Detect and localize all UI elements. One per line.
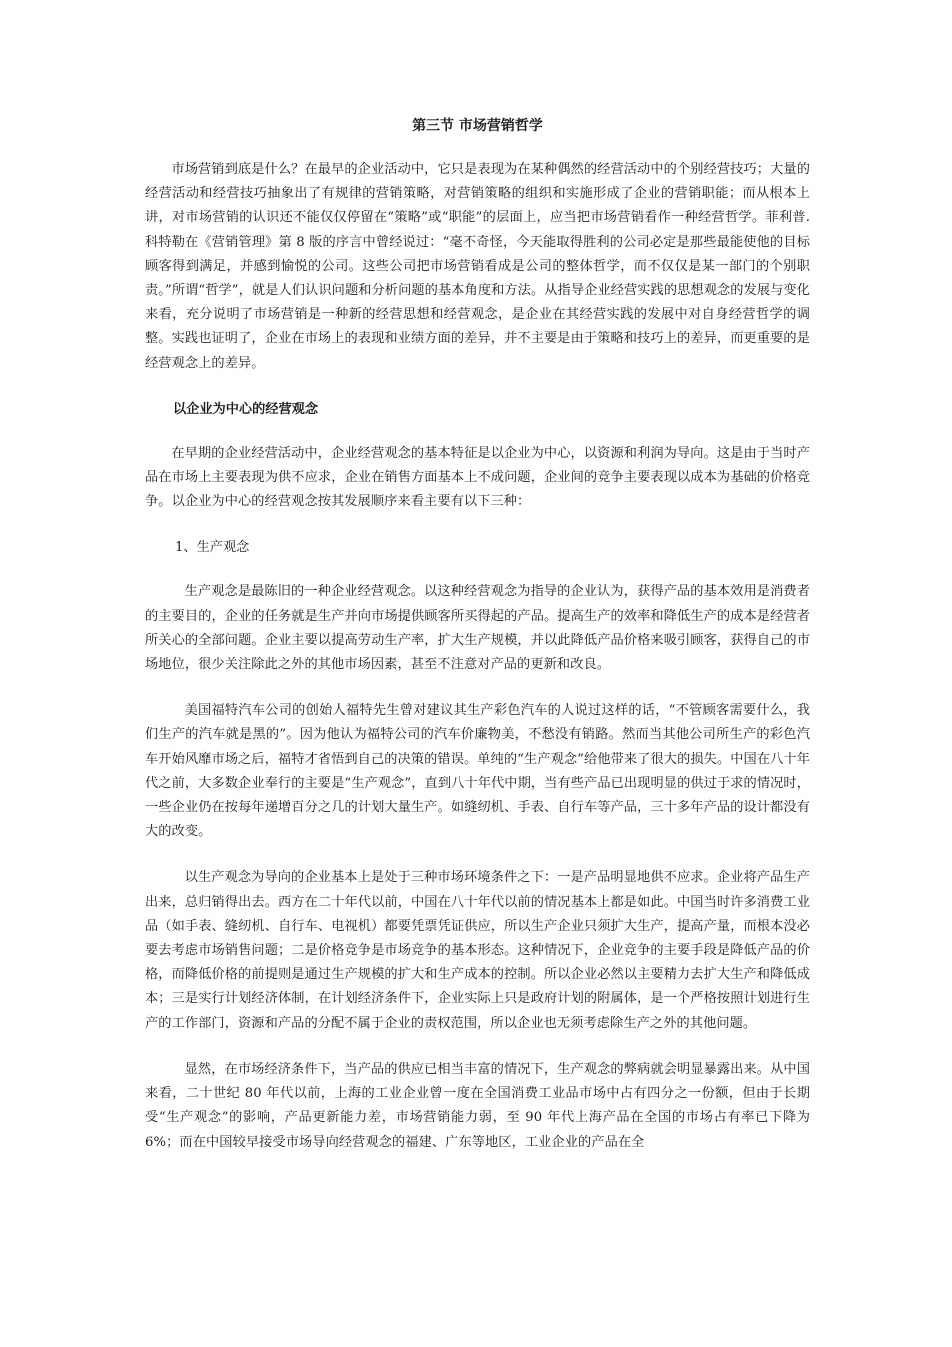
paragraph-market-conditions: 以生产观念为导向的企业基本上是处于三种市场环境条件之下：一是产品明显地供不应求。企业将产品生产出来，总归销得出去。西方在二十年代以前，中国在八十年代以前的情况基本上都是如此。中国当时许多消费工业品（如手表、缝纫机、自行车、电视机）都要凭票凭证供应，所以生产企业只须扩大生产，提高产量，而根本没必要去考虑市场销售问题；二是价格竞争是市场竞争的基本形态。这种情况下，企业竞争的主要手段是降低产品的价格，而降低价格的前提则是通过生产规模的扩大和生产成本的控制。所以企业必然以主要精力去扩大生产和降低成本；三是实行计划经济体制，在计划经济条件下，企业实际上只是政府计划的附属体，是一个严格按照计划进行生产的工作部门，资源和产品的分配不属于企业的责权范围，所以企业也无须考虑除生产之外的其他问题。 (145, 870, 810, 1031)
paragraph-enterprise-centered: 在早期的企业经营活动中，企业经营观念的基本特征是以企业为中心，以资源和利润为导向。这是由于当时产品在市场上主要表现为供不应求，企业在销售方面基本上不成问题，企业间的竞争主要表现以成本为基础的价格竞争。以企业为中心的经营观念按其发展顺序来看主要有以下三种： (145, 445, 810, 510)
subsection-heading: 以企业为中心的经营观念 (173, 401, 319, 417)
paragraph-marketing-philosophy: 市场营销到底是什么？在最早的企业活动中，它只是表现为在某种偶然的经营活动中的个别经营技巧；大量的经营活动和经营技巧抽象出了有规律的营销策略，对营销策略的组织和实施形成了企业的营销职能；而从根本上讲，对市场营销的认识还不能仅仅停留在“策略”或“职能”的层面上，应当把市场营销看作一种经营哲学。菲利普.科特勒在《营销管理》第 8 版的序言中曾经说过：“毫不奇怪，今天能取得胜利的公司必定是那些最能使他的目标顾客得到满足，并感到愉悦的公司。这些公司把市场营销看成是公司的整体哲学，而不仅仅是某一部门的个别职责。”所谓“哲学”，就是人们认识问题和分析问题的基本角度和方法。从指导企业经营实践的思想观念的发展与变化来看，充分说明了市场营销是一种新的经营思想和经营观念，是企业在其经营实践的发展中对自身经营哲学的调整。实践也证明了，企业在市场上的表现和业绩方面的差异，并不主要是由于策略和技巧上的差异，而更重要的是经营观念上的差异。 (145, 162, 811, 371)
paragraph-ford-example: 美国福特汽车公司的创始人福特先生曾对建议其生产彩色汽车的人说过这样的话，“不管顾客需要什么，我们生产的汽车就是黑的”。因为他认为福特公司的汽车价廉物美，不愁没有销路。然而当其他公司所生产的彩色汽车开始风靡市场之后，福特才省悟到自己的决策的错误。单纯的“生产观念”给他带来了很大的损失。中国在八十年代之前，大多数企业奉行的主要是“生产观念”，直到八十年代中期，当有些产品已出现明显的供过于求的情况时，一些企业仍在按每年递增百分之几的计划大量生产。如缝纫机、手表、自行车等产品，三十多年产品的设计都没有大的改变。 (145, 703, 810, 840)
paragraph-market-economy: 显然，在市场经济条件下，当产品的供应已相当丰富的情况下，生产观念的弊病就会明显暴露出来。从中国来看，二十世纪 80 年代以前，上海的工业企业曾一度在全国消费工业品市场中占有四分之一份额，但由于长期受“生产观念”的影响，产品更新能力差，市场营销能力弱，至 90 年代上海产品在全国的市场占有率已下降为 6%；而在中国较早接受市场导向经营观念的福建、广东等地区，工业企业的产品在全 (145, 1061, 810, 1150)
item-production-concept-title: 1、生产观念 (175, 540, 250, 556)
paragraph-production-concept: 生产观念是最陈旧的一种企业经营观念。以这种经营观念为指导的企业认为，获得产品的基本效用是消费者的主要目的，企业的任务就是生产并向市场提供顾客所买得起的产品。提高生产的效率和降低生产的成本是经营者所关心的全部问题。企业主要以提高劳动生产率，扩大生产规模，并以此降低产品价格来吸引顾客，获得自己的市场地位，很少关注除此之外的其他市场因素，甚至不注意对产品的更新和改良。 (145, 584, 810, 673)
section-title: 第三节 市场营销哲学 (412, 118, 543, 134)
document-body (145, 116, 810, 1177)
